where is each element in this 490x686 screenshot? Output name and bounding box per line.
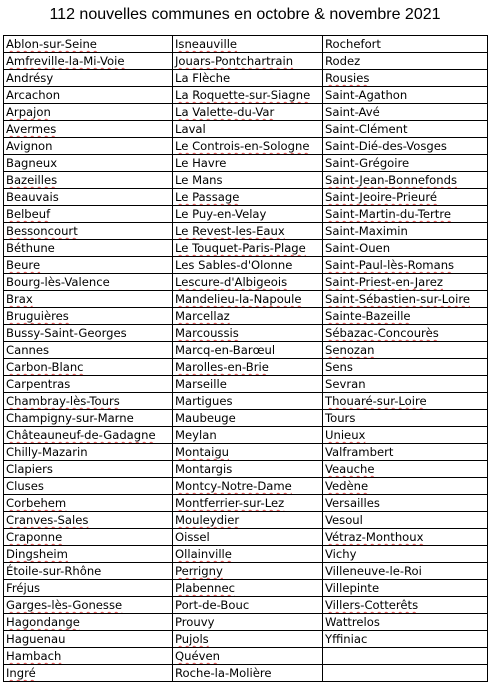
commune-name: Valframbert xyxy=(325,445,394,459)
commune-name: Andrésy xyxy=(6,71,54,85)
commune-name: Le Touquet-Paris-Plage xyxy=(175,241,306,255)
table-cell xyxy=(4,325,173,342)
commune-name: La Valette-du-Var xyxy=(175,105,275,119)
table-cell xyxy=(4,189,173,206)
table-cell xyxy=(173,444,323,461)
commune-name: Vétraz-Monthoux xyxy=(325,530,424,544)
table-cell xyxy=(173,172,323,189)
table-cell xyxy=(323,461,488,478)
commune-name: Veauche xyxy=(325,462,375,476)
commune-name: Vedène xyxy=(325,479,369,493)
commune-name: Amfreville-la-Mi-Voie xyxy=(6,54,125,68)
table-cell xyxy=(323,70,488,87)
table-row xyxy=(4,87,488,104)
commune-name: Bessoncourt xyxy=(6,224,78,238)
commune-name: Jouars-Pontchartrain xyxy=(175,54,294,68)
table-cell xyxy=(4,359,173,376)
commune-name: Villeneuve-le-Roi xyxy=(325,564,422,578)
commune-name: Arpajon xyxy=(6,105,51,119)
table-cell xyxy=(173,478,323,495)
table-cell xyxy=(323,410,488,427)
table-cell xyxy=(323,121,488,138)
table-row xyxy=(4,546,488,563)
commune-name: Saint-Dié-des-Vosges xyxy=(325,139,447,153)
table-row xyxy=(4,36,488,53)
commune-name: Senozan xyxy=(325,343,375,357)
commune-name: Hambach xyxy=(6,649,62,663)
table-cell xyxy=(173,53,323,70)
table-cell xyxy=(173,665,323,682)
table-cell xyxy=(4,614,173,631)
commune-name: Chilly-Mazarin xyxy=(6,445,88,459)
table-row xyxy=(4,359,488,376)
commune-name: Wattrelos xyxy=(325,615,380,629)
commune-name: Sens xyxy=(325,360,353,374)
table-cell xyxy=(173,427,323,444)
commune-name: Dingsheim xyxy=(6,547,68,561)
commune-name: Arcachon xyxy=(6,88,61,102)
commune-name: Champigny-sur-Marne xyxy=(6,411,134,425)
commune-name: Hagondange xyxy=(6,615,80,629)
table-cell xyxy=(323,665,488,682)
commune-name: Marcq-en-Barœul xyxy=(175,343,276,357)
commune-name: Roche-la-Molière xyxy=(175,666,272,680)
table-cell xyxy=(173,512,323,529)
table-cell xyxy=(323,359,488,376)
table-cell xyxy=(4,308,173,325)
table-cell xyxy=(173,240,323,257)
table-row xyxy=(4,121,488,138)
commune-name: Beure xyxy=(6,258,41,272)
commune-name: Perrigny xyxy=(175,564,223,578)
commune-name: Versailles xyxy=(325,496,380,510)
commune-name: Rousies xyxy=(325,71,370,85)
table-row xyxy=(4,478,488,495)
commune-name: Saint-Avé xyxy=(325,105,380,119)
commune-name: Ingré xyxy=(6,666,36,680)
table-row xyxy=(4,206,488,223)
commune-name: Châteauneuf-de-Gadagne xyxy=(6,428,156,442)
commune-name: Beauvais xyxy=(6,190,59,204)
table-cell xyxy=(323,87,488,104)
table-row xyxy=(4,427,488,444)
table-row xyxy=(4,172,488,189)
commune-name: Unieux xyxy=(325,428,366,442)
commune-name: Yffiniac xyxy=(325,632,368,646)
table-cell xyxy=(4,223,173,240)
table-row xyxy=(4,155,488,172)
table-cell xyxy=(4,563,173,580)
table-cell xyxy=(4,376,173,393)
table-row xyxy=(4,410,488,427)
commune-name: Prouvy xyxy=(175,615,215,629)
table-cell xyxy=(4,648,173,665)
table-cell xyxy=(173,529,323,546)
commune-name: Marcellaz xyxy=(175,309,230,323)
table-cell xyxy=(323,257,488,274)
commune-name: Les Sables-d'Olonne xyxy=(175,258,293,272)
commune-name: Le Controis-en-Sologne xyxy=(175,139,310,153)
table-cell xyxy=(4,70,173,87)
table-row xyxy=(4,665,488,682)
table-cell xyxy=(323,36,488,53)
table-row xyxy=(4,461,488,478)
table-cell xyxy=(4,393,173,410)
commune-name: Le Puy-en-Velay xyxy=(175,207,267,221)
commune-name: Lescure-d'Albigeois xyxy=(175,275,288,289)
commune-name: Saint-Paul-lès-Romans xyxy=(325,258,455,272)
commune-name: Oissel xyxy=(175,530,210,544)
table-row xyxy=(4,648,488,665)
commune-name: Ollainville xyxy=(175,547,232,561)
table-cell xyxy=(4,461,173,478)
table-row xyxy=(4,325,488,342)
table-cell xyxy=(323,512,488,529)
table-cell xyxy=(173,546,323,563)
table-cell xyxy=(173,342,323,359)
commune-name: Le Passage xyxy=(175,190,240,204)
table-row xyxy=(4,563,488,580)
table-row xyxy=(4,597,488,614)
table-cell xyxy=(4,138,173,155)
table-cell xyxy=(4,546,173,563)
commune-name: Garges-lès-Gonesse xyxy=(6,598,123,612)
commune-name: Cannes xyxy=(6,343,50,357)
table-cell xyxy=(173,359,323,376)
commune-name: Carpentras xyxy=(6,377,71,391)
commune-name: Sainte-Bazeille xyxy=(325,309,411,323)
table-cell xyxy=(4,444,173,461)
commune-name: Vichy xyxy=(325,547,357,561)
table-row xyxy=(4,342,488,359)
table-cell xyxy=(323,444,488,461)
table-row xyxy=(4,240,488,257)
table-cell xyxy=(4,512,173,529)
table-cell xyxy=(323,546,488,563)
table-cell xyxy=(173,393,323,410)
table-cell xyxy=(173,155,323,172)
communes-table xyxy=(3,35,488,682)
table-cell xyxy=(173,257,323,274)
commune-name: Belbeuf xyxy=(6,207,51,221)
table-cell xyxy=(323,240,488,257)
table-cell xyxy=(173,121,323,138)
commune-name: Mouleydier xyxy=(175,513,240,527)
commune-name: Marcoussis xyxy=(175,326,239,340)
table-cell xyxy=(173,461,323,478)
commune-name: Montaigu xyxy=(175,445,230,459)
commune-name: Montargis xyxy=(175,462,233,476)
table-cell xyxy=(4,529,173,546)
table-cell xyxy=(323,325,488,342)
table-cell xyxy=(173,189,323,206)
table-row xyxy=(4,393,488,410)
table-cell xyxy=(323,631,488,648)
commune-name: Saint-Jeoire-Prieuré xyxy=(325,190,438,204)
commune-name: La Roquette-sur-Siagne xyxy=(175,88,311,102)
table-row xyxy=(4,376,488,393)
commune-name: Montcy-Notre-Dame xyxy=(175,479,292,493)
table-cell xyxy=(323,274,488,291)
commune-name: Vesoul xyxy=(325,513,363,527)
table-cell xyxy=(173,495,323,512)
commune-name: Saint-Agathon xyxy=(325,88,408,102)
table-cell xyxy=(4,155,173,172)
table-cell xyxy=(323,478,488,495)
table-row xyxy=(4,257,488,274)
table-cell xyxy=(173,597,323,614)
commune-name: Tours xyxy=(325,411,356,425)
table-cell xyxy=(173,291,323,308)
table-cell xyxy=(323,580,488,597)
table-cell xyxy=(4,36,173,53)
table-cell xyxy=(173,274,323,291)
commune-name: Meylan xyxy=(175,428,217,442)
table-cell xyxy=(323,138,488,155)
commune-name: Cluses xyxy=(6,479,44,493)
commune-name: Plabennec xyxy=(175,581,236,595)
table-cell xyxy=(173,36,323,53)
commune-name: Chambray-lès-Tours xyxy=(6,394,120,408)
table-cell xyxy=(173,87,323,104)
commune-name: Marolles-en-Brie xyxy=(175,360,269,374)
commune-name: Port-de-Bouc xyxy=(175,598,250,612)
commune-name: Rodez xyxy=(325,54,361,68)
table-row xyxy=(4,308,488,325)
commune-name: Sevran xyxy=(325,377,366,391)
table-cell xyxy=(323,563,488,580)
table-cell xyxy=(323,104,488,121)
commune-name: Haguenau xyxy=(6,632,66,646)
commune-name: Craponne xyxy=(6,530,63,544)
commune-name: Carbon-Blanc xyxy=(6,360,84,374)
table-cell xyxy=(323,529,488,546)
commune-name: Saint-Priest-en-Jarez xyxy=(325,275,444,289)
table-row xyxy=(4,631,488,648)
table-cell xyxy=(323,308,488,325)
commune-name: Saint-Jean-Bonnefonds xyxy=(325,173,457,187)
table-cell xyxy=(4,172,173,189)
commune-name: Laval xyxy=(175,122,206,136)
table-cell xyxy=(173,614,323,631)
table-row xyxy=(4,444,488,461)
commune-name: Bruguières xyxy=(6,309,69,323)
commune-name: Le Mans xyxy=(175,173,223,187)
table-cell xyxy=(4,342,173,359)
table-cell xyxy=(4,597,173,614)
commune-name: Maubeuge xyxy=(175,411,236,425)
commune-name: Saint-Sébastien-sur-Loire xyxy=(325,292,471,306)
table-cell xyxy=(323,291,488,308)
table-cell xyxy=(173,376,323,393)
commune-name: Mandelieu-la-Napoule xyxy=(175,292,302,306)
table-cell xyxy=(323,597,488,614)
commune-name: Saint-Maximin xyxy=(325,224,408,238)
commune-name: Béthune xyxy=(6,241,55,255)
table-cell xyxy=(4,495,173,512)
commune-name: Quéven xyxy=(175,649,220,663)
table-cell xyxy=(173,580,323,597)
table-cell xyxy=(4,121,173,138)
table-cell xyxy=(4,291,173,308)
table-row xyxy=(4,580,488,597)
table-cell xyxy=(323,495,488,512)
table-cell xyxy=(173,410,323,427)
table-cell xyxy=(323,648,488,665)
commune-name: Villers-Cotterêts xyxy=(325,598,419,612)
document-title: 112 nouvelles communes en octobre & novembre 2021 xyxy=(49,6,441,23)
commune-name: Étoile-sur-Rhône xyxy=(6,564,102,578)
commune-name: Le Havre xyxy=(175,156,227,170)
table-cell xyxy=(323,342,488,359)
table-cell xyxy=(173,631,323,648)
commune-name: Marseille xyxy=(175,377,227,391)
table-cell xyxy=(4,478,173,495)
commune-name: Saint-Ouen xyxy=(325,241,391,255)
table-row xyxy=(4,274,488,291)
table-cell xyxy=(4,206,173,223)
table-row xyxy=(4,512,488,529)
table-cell xyxy=(4,257,173,274)
commune-name: Corbehem xyxy=(6,496,67,510)
commune-name: Rochefort xyxy=(325,37,381,51)
table-row xyxy=(4,614,488,631)
table-cell xyxy=(323,376,488,393)
commune-name: Saint-Clément xyxy=(325,122,408,136)
commune-name: Ablon-sur-Seine xyxy=(6,37,97,51)
commune-name: Saint-Martin-du-Tertre xyxy=(325,207,451,221)
commune-name: Saint-Grégoire xyxy=(325,156,410,170)
commune-name: Martigues xyxy=(175,394,233,408)
table-cell xyxy=(323,614,488,631)
commune-name: Pujols xyxy=(175,632,209,646)
table-cell xyxy=(173,104,323,121)
commune-name: Montferrier-sur-Lez xyxy=(175,496,285,510)
commune-name: Thouaré-sur-Loire xyxy=(325,394,427,408)
commune-name: Sébazac-Concourès xyxy=(325,326,439,340)
commune-name: Bazeilles xyxy=(6,173,58,187)
table-row xyxy=(4,53,488,70)
commune-name: Fréjus xyxy=(6,581,41,595)
table-cell xyxy=(323,189,488,206)
commune-name: Avignon xyxy=(6,139,53,153)
table-row xyxy=(4,223,488,240)
table-cell xyxy=(323,155,488,172)
table-row xyxy=(4,70,488,87)
table-cell xyxy=(323,206,488,223)
table-row xyxy=(4,291,488,308)
table-cell xyxy=(173,308,323,325)
table-row xyxy=(4,104,488,121)
table-cell xyxy=(4,631,173,648)
table-cell xyxy=(173,138,323,155)
table-cell xyxy=(173,206,323,223)
commune-name: Bussy-Saint-Georges xyxy=(6,326,127,340)
table-cell xyxy=(4,274,173,291)
commune-name: Brax xyxy=(6,292,33,306)
table-cell xyxy=(4,410,173,427)
table-cell xyxy=(173,70,323,87)
table-cell xyxy=(4,427,173,444)
table-cell xyxy=(4,53,173,70)
commune-name: Bourg-lès-Valence xyxy=(6,275,110,289)
commune-name: Clapiers xyxy=(6,462,53,476)
table-cell xyxy=(323,53,488,70)
table-row xyxy=(4,529,488,546)
commune-name: Cranves-Sales xyxy=(6,513,89,527)
table-cell xyxy=(4,665,173,682)
table-cell xyxy=(173,563,323,580)
table-cell xyxy=(323,427,488,444)
table-cell xyxy=(323,223,488,240)
table-cell xyxy=(173,223,323,240)
table-cell xyxy=(4,104,173,121)
table-cell xyxy=(323,393,488,410)
table-row xyxy=(4,189,488,206)
commune-name: Le Revest-les-Eaux xyxy=(175,224,285,238)
commune-name: Villepinte xyxy=(325,581,380,595)
commune-name: Bagneux xyxy=(6,156,58,170)
table-cell xyxy=(173,325,323,342)
table-cell xyxy=(323,172,488,189)
commune-name: La Flèche xyxy=(175,71,231,85)
table-cell xyxy=(4,87,173,104)
table-row xyxy=(4,495,488,512)
commune-name: Isneauville xyxy=(175,37,238,51)
commune-name: Avermes xyxy=(6,122,57,136)
table-cell xyxy=(173,648,323,665)
table-cell xyxy=(4,240,173,257)
table-cell xyxy=(4,580,173,597)
table-row xyxy=(4,138,488,155)
